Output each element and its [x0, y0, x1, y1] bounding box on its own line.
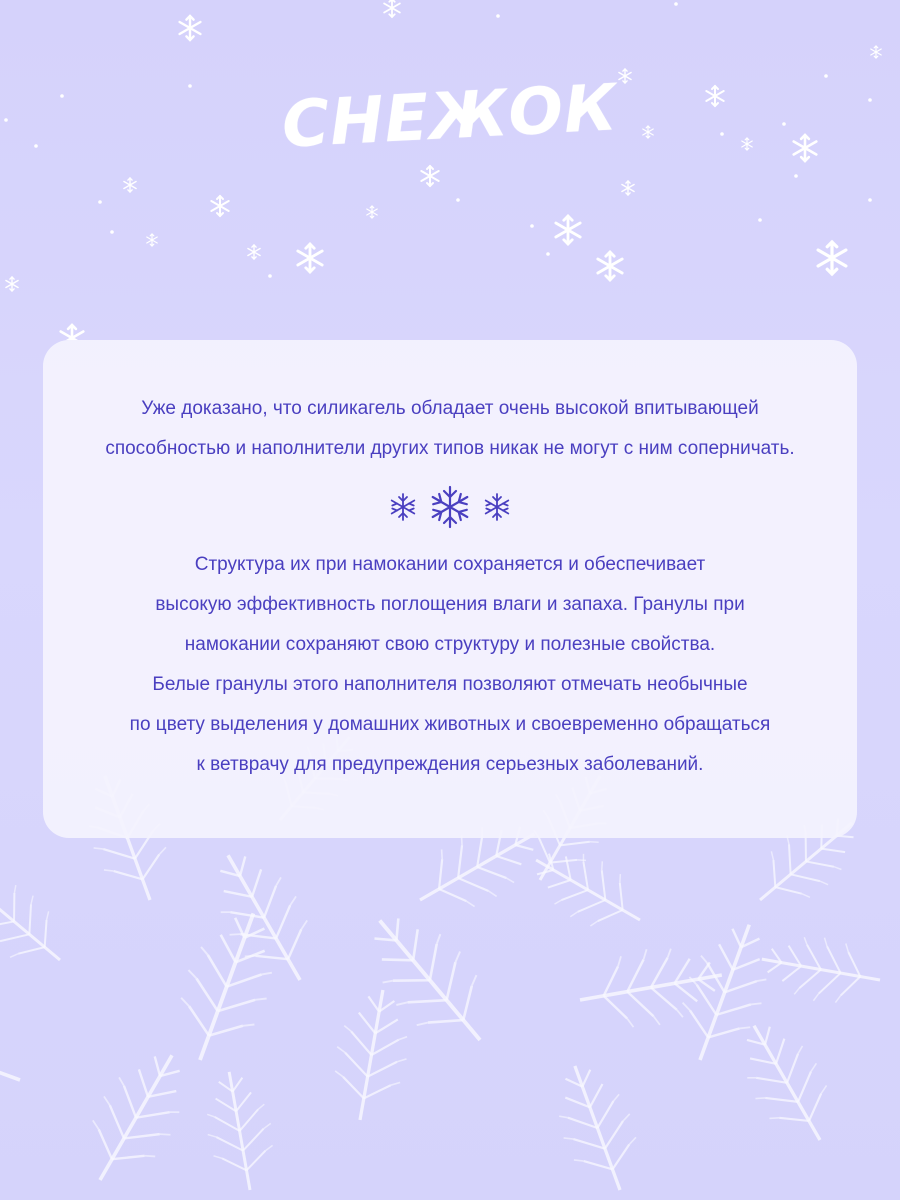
snowflake-divider: [43, 485, 857, 529]
brand-logo: [0, 20, 900, 163]
paragraph-line: намокании сохраняют свою структуру и полезные свойства.: [184, 634, 716, 655]
paragraph-line: Структура их при намокании сохраняется и обеспечивает: [194, 554, 706, 575]
paragraph-line: к ветврачу для предупреждения серьезных заболеваний.: [196, 754, 704, 775]
paragraph-details: [43, 545, 857, 785]
snowflake-icon: [428, 485, 472, 529]
paragraph-line: Уже доказано, что силикагель обладает очень высокой впитывающей: [141, 398, 759, 419]
logo-text: СНЕЖОК: [280, 71, 620, 163]
paragraph-line: высокую эффективность поглощения влаги и запаха. Гранулы при: [155, 594, 745, 615]
paragraph-line: по цвету выделения у домашних животных и своевременно обращаться: [129, 714, 771, 735]
paragraph-intro: [43, 389, 857, 469]
content-card: [43, 340, 857, 838]
paragraph-line: способностью и наполнители других типов никак не могут с ним соперничать.: [105, 438, 795, 459]
snowflake-icon: [388, 492, 418, 522]
paragraph-line: Белые гранулы этого наполнителя позволяют отмечать необычные: [152, 674, 748, 695]
snowflake-icon: [482, 492, 512, 522]
